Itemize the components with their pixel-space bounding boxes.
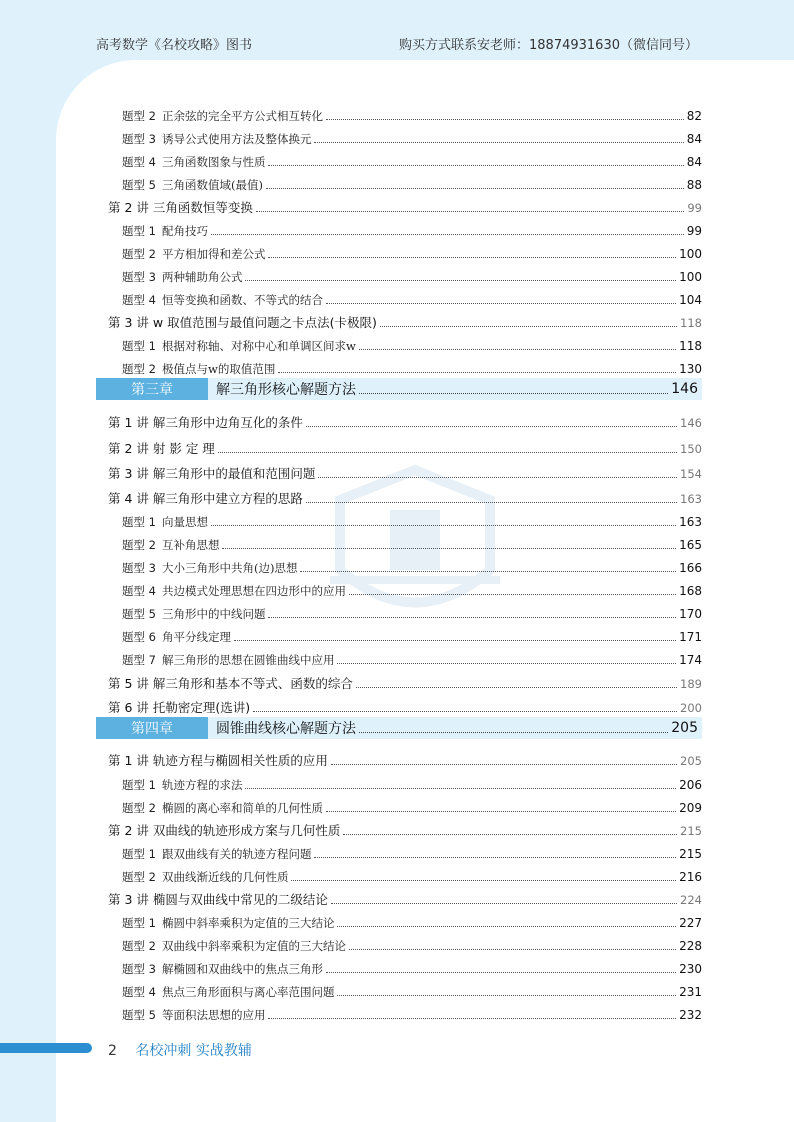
leader-dots <box>331 764 677 765</box>
leader-dots <box>314 142 683 143</box>
leader-dots <box>349 949 676 950</box>
page-number: 2 <box>108 1043 117 1059</box>
entry-label: 第 2 讲 双曲线的轨迹形成方案与几何性质 <box>108 823 341 838</box>
page-ref: 209 <box>679 801 702 815</box>
page-ref: 146 <box>671 381 698 397</box>
type-number: 题型 1 <box>122 339 156 353</box>
type-title: 极值点与w的取值范围 <box>161 362 276 376</box>
page-ref: 99 <box>687 201 702 215</box>
type-number: 题型 1 <box>122 847 156 861</box>
page-ref: 230 <box>679 962 702 976</box>
toc-lecture-entry[interactable] <box>108 410 702 430</box>
toc-type-entry[interactable] <box>122 218 702 238</box>
entry-label <box>122 247 265 261</box>
toc-lecture-entry[interactable] <box>108 695 702 715</box>
entry-label: 第 3 讲 解三角形中的最值和范围问题 <box>108 466 316 481</box>
type-number: 题型 2 <box>122 247 156 261</box>
type-number: 题型 2 <box>122 939 156 953</box>
type-number: 题型 5 <box>122 178 156 192</box>
entry-label <box>122 339 356 353</box>
entry-label: 第 1 讲 轨迹方程与椭圆相关性质的应用 <box>108 753 328 768</box>
type-title: 轨迹方程的求法 <box>161 778 243 792</box>
entry-label <box>122 939 346 953</box>
toc-type-entry[interactable] <box>122 264 702 284</box>
toc-type-entry[interactable] <box>122 333 702 353</box>
entry-label: 第 3 讲 椭圆与双曲线中常见的二级结论 <box>108 892 328 907</box>
type-title: 向量思想 <box>161 515 208 529</box>
entry-label <box>122 1008 265 1022</box>
leader-dots <box>268 257 676 258</box>
type-number: 题型 1 <box>122 224 156 238</box>
toc-type-entry[interactable] <box>122 149 702 169</box>
type-title: 解椭圆和双曲线中的焦点三角形 <box>161 962 323 976</box>
type-title: 三角函数值域(最值) <box>161 178 263 192</box>
page-ref: 150 <box>680 442 702 456</box>
toc-type-entry[interactable] <box>122 126 702 146</box>
leader-dots <box>266 188 684 189</box>
leader-dots <box>326 811 676 812</box>
entry-label <box>122 538 219 552</box>
page-ref: 166 <box>679 561 702 575</box>
toc-type-entry[interactable] <box>122 933 702 953</box>
toc-type-entry[interactable] <box>122 956 702 976</box>
page-ref: 170 <box>679 607 702 621</box>
toc-type-entry[interactable] <box>122 172 702 192</box>
page-ref: 118 <box>679 339 702 353</box>
type-number: 题型 3 <box>122 132 156 146</box>
leader-dots <box>253 711 677 712</box>
toc-lecture-entry[interactable] <box>108 818 702 838</box>
entry-label <box>122 607 265 621</box>
page-ref: 215 <box>680 824 702 838</box>
leader-dots <box>359 393 668 394</box>
toc-type-entry[interactable] <box>122 241 702 261</box>
leader-dots <box>222 548 676 549</box>
chapter-title: 圆锥曲线核心解题方法 <box>216 721 356 737</box>
page-ref: 224 <box>680 893 702 907</box>
entry-label: 第 5 讲 解三角形和基本不等式、函数的综合 <box>108 676 353 691</box>
footer-accent-bar <box>0 1043 92 1053</box>
chapter-number: 第三章 <box>96 378 208 400</box>
page-ref: 228 <box>679 939 702 953</box>
type-title: 三角形中的中线问题 <box>161 607 266 621</box>
leader-dots <box>268 1018 676 1019</box>
type-number: 题型 2 <box>122 801 156 815</box>
toc-type-entry[interactable] <box>122 356 702 376</box>
type-title: 互补角思想 <box>161 538 220 552</box>
leader-dots <box>306 426 677 427</box>
footer-slogan: 名校冲刺 实战教辅 <box>135 1043 252 1059</box>
page-ref: 130 <box>679 362 702 376</box>
leader-dots <box>300 571 676 572</box>
leader-dots <box>343 834 677 835</box>
leader-dots <box>380 326 677 327</box>
leader-dots <box>359 732 668 733</box>
type-title: 椭圆的离心率和简单的几何性质 <box>161 801 323 815</box>
entry-label: 第 6 讲 托勒密定理(选讲) <box>108 700 251 715</box>
entry-label <box>122 847 311 861</box>
type-number: 题型 4 <box>122 293 156 307</box>
type-number: 题型 2 <box>122 362 156 376</box>
entry-label: 第 2 讲 三角函数恒等变换 <box>108 200 253 215</box>
leader-dots <box>245 788 676 789</box>
entry-label <box>122 985 334 999</box>
type-title: 正余弦的完全平方公式相互转化 <box>161 109 323 123</box>
toc-type-entry[interactable] <box>122 647 702 667</box>
entry-label <box>122 270 242 284</box>
page-ref: 206 <box>679 778 702 792</box>
page-ref: 84 <box>686 132 702 146</box>
toc-lecture-entry[interactable] <box>108 486 702 506</box>
type-title: 等面积法思想的应用 <box>161 1008 266 1022</box>
purchase-contact: 购买方式联系安老师：18874931630（微信同号） <box>399 38 698 53</box>
type-number: 题型 4 <box>122 155 156 169</box>
type-title: 共边模式处理思想在四边形中的应用 <box>161 584 346 598</box>
leader-dots <box>337 926 676 927</box>
leader-dots <box>268 165 683 166</box>
entry-label <box>122 653 334 667</box>
toc-lecture-entry[interactable] <box>108 195 702 215</box>
page-ref: 104 <box>679 293 702 307</box>
toc-type-entry[interactable] <box>122 795 702 815</box>
toc-lecture-entry[interactable] <box>108 310 702 330</box>
entry-label <box>122 178 263 192</box>
entry-label <box>122 870 288 884</box>
page-ref: 231 <box>679 985 702 999</box>
type-title: 跟双曲线有关的轨迹方程问题 <box>161 847 312 861</box>
page-ref: 163 <box>680 492 702 506</box>
leader-dots <box>291 880 676 881</box>
leader-dots <box>234 640 676 641</box>
page-ref: 205 <box>671 720 698 736</box>
type-number: 题型 4 <box>122 985 156 999</box>
type-title: 根据对称轴、对称中心和单调区间求w <box>161 339 356 353</box>
toc-type-entry[interactable] <box>122 772 702 792</box>
chapter-number: 第四章 <box>96 717 208 739</box>
entry-label <box>122 630 231 644</box>
leader-dots <box>326 303 676 304</box>
toc-type-entry[interactable] <box>122 578 702 598</box>
entry-label <box>122 155 265 169</box>
page-ref: 100 <box>679 247 702 261</box>
chapter-heading[interactable] <box>96 717 702 739</box>
toc-lecture-entry[interactable] <box>108 436 702 456</box>
leader-dots <box>245 280 676 281</box>
leader-dots <box>314 857 676 858</box>
entry-label <box>122 293 323 307</box>
toc-lecture-entry[interactable] <box>108 671 702 691</box>
toc-type-entry[interactable] <box>122 509 702 529</box>
type-number: 题型 3 <box>122 561 156 575</box>
toc-type-entry[interactable] <box>122 532 702 552</box>
entry-label: 第 3 讲 w 取值范围与最值问题之卡点法(卡极限) <box>108 315 377 330</box>
page-ref: 232 <box>679 1008 702 1022</box>
type-number: 题型 4 <box>122 584 156 598</box>
entry-label <box>122 584 346 598</box>
page-ref: 146 <box>680 416 702 430</box>
toc-type-entry[interactable] <box>122 910 702 930</box>
page-ref: 171 <box>679 630 702 644</box>
leader-dots <box>326 972 676 973</box>
entry-label <box>122 515 208 529</box>
type-title: 角平分线定理 <box>161 630 231 644</box>
type-number: 题型 2 <box>122 109 156 123</box>
page-ref: 100 <box>679 270 702 284</box>
type-number: 题型 6 <box>122 630 156 644</box>
page-ref: 88 <box>686 178 702 192</box>
type-title: 解三角形的思想在圆锥曲线中应用 <box>161 653 335 667</box>
entry-label <box>122 801 323 815</box>
type-title: 平方相加得和差公式 <box>161 247 266 261</box>
chapter-title: 解三角形核心解题方法 <box>216 382 356 398</box>
type-number: 题型 3 <box>122 270 156 284</box>
type-number: 题型 1 <box>122 515 156 529</box>
page-ref: 163 <box>679 515 702 529</box>
type-number: 题型 2 <box>122 870 156 884</box>
page-ref: 99 <box>686 224 702 238</box>
leader-dots <box>218 452 677 453</box>
entry-label: 第 2 讲 射 影 定 理 <box>108 441 215 456</box>
leader-dots <box>356 687 677 688</box>
book-title: 高考数学《名校攻略》图书 <box>96 38 253 53</box>
page-ref: 216 <box>679 870 702 884</box>
page-ref: 200 <box>680 701 702 715</box>
type-title: 三角函数图象与性质 <box>161 155 266 169</box>
page-ref: 227 <box>679 916 702 930</box>
type-number: 题型 1 <box>122 778 156 792</box>
leader-dots <box>211 234 684 235</box>
toc-type-entry[interactable] <box>122 287 702 307</box>
page-ref: 84 <box>686 155 702 169</box>
leader-dots <box>337 995 676 996</box>
entry-label <box>122 962 323 976</box>
page-ref: 189 <box>680 677 702 691</box>
type-number: 题型 5 <box>122 607 156 621</box>
toc-type-entry[interactable] <box>122 624 702 644</box>
toc-lecture-entry[interactable] <box>108 461 702 481</box>
page-ref: 82 <box>686 109 702 123</box>
page-ref: 118 <box>680 316 702 330</box>
type-number: 题型 3 <box>122 962 156 976</box>
type-title: 双曲线中斜率乘积为定值的三大结论 <box>161 939 346 953</box>
type-number: 题型 5 <box>122 1008 156 1022</box>
leader-dots <box>256 211 684 212</box>
toc-type-entry[interactable] <box>122 841 702 861</box>
toc-lecture-entry[interactable] <box>108 748 702 768</box>
page-ref: 165 <box>679 538 702 552</box>
entry-label <box>122 561 297 575</box>
toc-type-entry[interactable] <box>122 864 702 884</box>
type-title: 大小三角形中共角(边)思想 <box>161 561 298 575</box>
leader-dots <box>306 502 677 503</box>
entry-label <box>122 362 275 376</box>
page-ref: 215 <box>679 847 702 861</box>
entry-label: 第 4 讲 解三角形中建立方程的思路 <box>108 491 303 506</box>
leader-dots <box>211 525 676 526</box>
leader-dots <box>337 663 676 664</box>
toc-type-entry[interactable] <box>122 1002 702 1022</box>
toc-type-entry[interactable] <box>122 601 702 621</box>
chapter-heading[interactable] <box>96 378 702 400</box>
type-title: 恒等变换和函数、不等式的结合 <box>161 293 323 307</box>
entry-label <box>122 109 323 123</box>
toc-type-entry[interactable] <box>122 555 702 575</box>
type-number: 题型 1 <box>122 916 156 930</box>
leader-dots <box>318 477 677 478</box>
type-title: 两种辅助角公式 <box>161 270 243 284</box>
leader-dots <box>359 349 676 350</box>
page-ref: 154 <box>680 467 702 481</box>
page-ref: 174 <box>679 653 702 667</box>
leader-dots <box>349 594 676 595</box>
leader-dots <box>331 903 677 904</box>
entry-label <box>122 916 334 930</box>
type-title: 配角技巧 <box>161 224 208 238</box>
page-ref: 205 <box>680 754 702 768</box>
entry-label <box>122 132 311 146</box>
entry-label <box>122 224 208 238</box>
entry-label: 第 1 讲 解三角形中边角互化的条件 <box>108 415 303 430</box>
type-title: 焦点三角形面积与离心率范围问题 <box>161 985 335 999</box>
type-number: 题型 7 <box>122 653 156 667</box>
toc-type-entry[interactable] <box>122 979 702 999</box>
type-title: 诱导公式使用方法及整体换元 <box>161 132 312 146</box>
page-ref: 168 <box>679 584 702 598</box>
toc-type-entry[interactable] <box>122 103 702 123</box>
leader-dots <box>268 617 676 618</box>
page-footer <box>108 1040 252 1060</box>
toc-lecture-entry[interactable] <box>108 887 702 907</box>
type-title: 椭圆中斜率乘积为定值的三大结论 <box>161 916 335 930</box>
entry-label <box>122 778 242 792</box>
leader-dots <box>326 119 684 120</box>
type-title: 双曲线渐近线的几何性质 <box>161 870 289 884</box>
leader-dots <box>278 372 676 373</box>
type-number: 题型 2 <box>122 538 156 552</box>
